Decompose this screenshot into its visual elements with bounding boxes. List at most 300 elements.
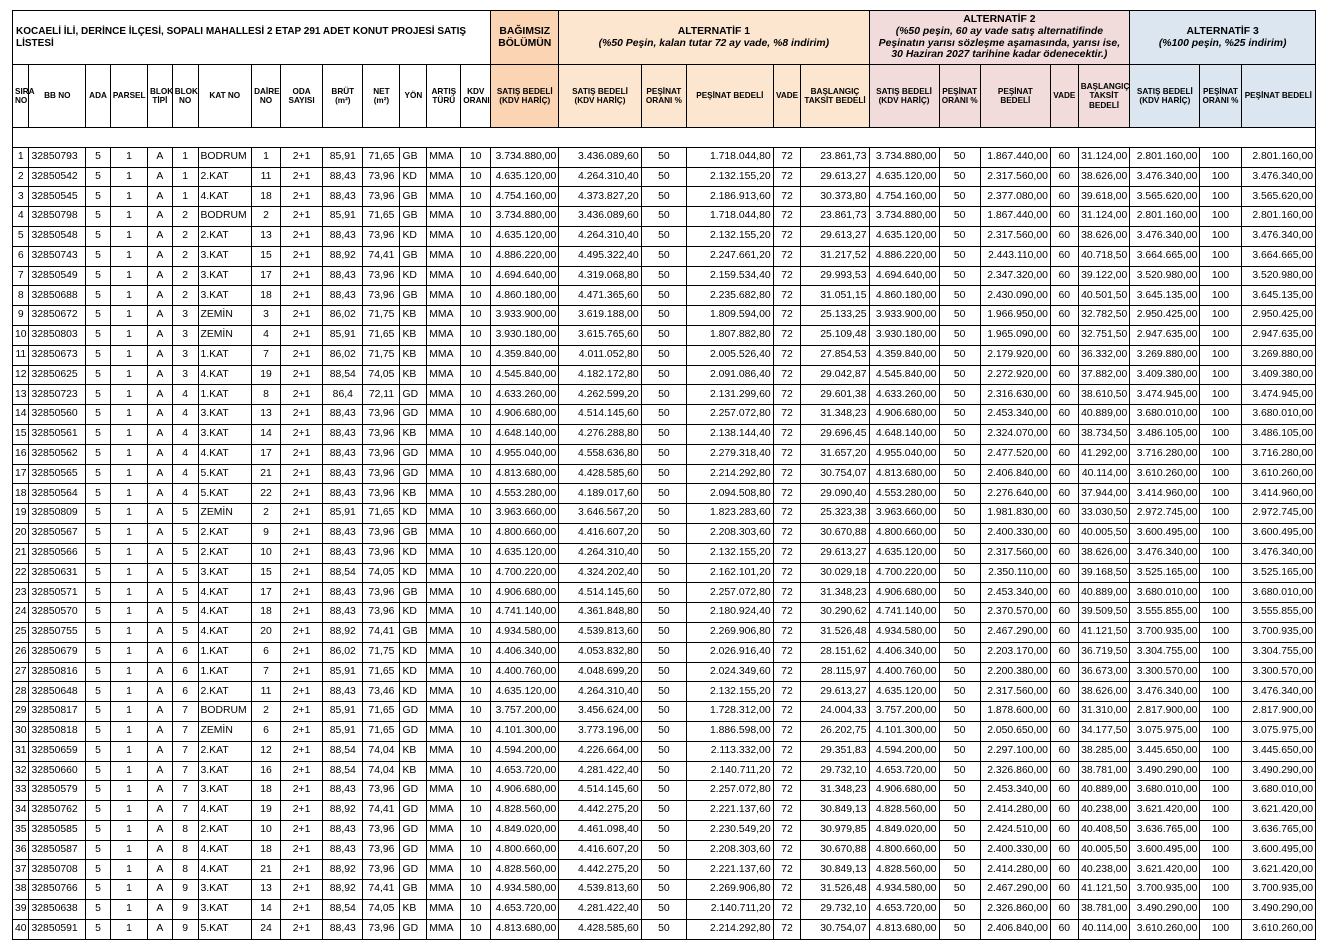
table-cell: 3.610.260,00	[1241, 919, 1315, 939]
table-cell: 71,65	[363, 702, 400, 722]
table-cell: 1	[110, 325, 147, 345]
table-cell: 50	[641, 543, 686, 563]
table-cell: 4.400.760,00	[491, 662, 559, 682]
table-cell: A	[148, 424, 173, 444]
table-cell: 4.800.660,00	[869, 523, 939, 543]
table-cell: 2.347.320,00	[980, 266, 1050, 286]
table-cell: 1	[110, 702, 147, 722]
table-cell: MMA	[427, 147, 461, 167]
table-cell: 3.734.880,00	[491, 207, 559, 227]
table-cell: 88,43	[323, 187, 363, 207]
table-cell: 5	[86, 444, 111, 464]
column-header: PEŞİNAT BEDELİ	[980, 65, 1050, 128]
table-cell: 100	[1200, 167, 1241, 187]
table-cell: 4.442.275,20	[559, 801, 641, 821]
table-cell: 3.734.880,00	[491, 147, 559, 167]
table-cell: 3.565.620,00	[1130, 187, 1200, 207]
table-cell: 3.600.495,00	[1241, 523, 1315, 543]
table-cell: 74,05	[363, 900, 400, 920]
table-cell: 29.613,27	[801, 226, 869, 246]
table-cell: 4	[172, 385, 198, 405]
table-cell: 4.428.585,60	[559, 464, 641, 484]
column-header: ODA SAYISI	[280, 65, 322, 128]
table-cell: 73,96	[363, 405, 400, 425]
table-cell: 1	[110, 385, 147, 405]
table-cell: 50	[939, 167, 980, 187]
table-cell: A	[148, 325, 173, 345]
table-cell: 3.269.880,00	[1130, 345, 1200, 365]
table-cell: MMA	[427, 781, 461, 801]
table-cell: 38.781,00	[1078, 900, 1130, 920]
table-cell: 39.122,00	[1078, 266, 1130, 286]
table-cell: 1	[110, 226, 147, 246]
table-cell: 7	[252, 345, 281, 365]
table-cell: 31.348,23	[801, 583, 869, 603]
table-cell: 32850585	[29, 820, 86, 840]
table-cell: 4.653.720,00	[491, 900, 559, 920]
table-cell: MMA	[427, 741, 461, 761]
table-cell: 4.700.220,00	[491, 563, 559, 583]
table-cell: 2	[172, 286, 198, 306]
table-cell: 2.453.340,00	[980, 405, 1050, 425]
table-cell: 4.813.680,00	[491, 464, 559, 484]
table-cell: 5	[86, 226, 111, 246]
table-cell: 5	[86, 266, 111, 286]
table-cell: 13	[252, 226, 281, 246]
table-cell: 23.861,73	[801, 147, 869, 167]
table-cell: 38.285,00	[1078, 741, 1130, 761]
table-row	[13, 781, 1316, 801]
table-row	[13, 761, 1316, 781]
table-cell: GD	[400, 860, 427, 880]
table-cell: 2.477.520,00	[980, 444, 1050, 464]
table-cell: 2+1	[280, 286, 322, 306]
table-cell: A	[148, 405, 173, 425]
table-cell: 5	[86, 781, 111, 801]
alt3-header	[1130, 11, 1316, 65]
table-cell: 5	[86, 860, 111, 880]
table-cell: 60	[1050, 880, 1078, 900]
table-cell: 10	[461, 603, 491, 623]
table-cell: 74,41	[363, 246, 400, 266]
table-cell: 4.635.120,00	[491, 167, 559, 187]
table-cell: 3.555.855,00	[1241, 603, 1315, 623]
table-cell: 5	[172, 622, 198, 642]
table-cell: 1	[110, 860, 147, 880]
table-cell: 32850567	[29, 523, 86, 543]
column-header: PARSEL	[110, 65, 147, 128]
table-cell: 50	[641, 761, 686, 781]
table-cell: 100	[1200, 662, 1241, 682]
table-cell: 2.406.840,00	[980, 464, 1050, 484]
table-cell: 32850723	[29, 385, 86, 405]
table-cell: 60	[1050, 306, 1078, 326]
table-row	[13, 226, 1316, 246]
table-cell: 3.645.135,00	[1130, 286, 1200, 306]
table-cell: 50	[641, 306, 686, 326]
table-cell: 41.121,50	[1078, 622, 1130, 642]
table-cell: 2.316.630,00	[980, 385, 1050, 405]
table-cell: 88,43	[323, 820, 363, 840]
table-cell: 100	[1200, 781, 1241, 801]
table-cell: 3.680.010,00	[1241, 405, 1315, 425]
table-cell: 3.700.935,00	[1241, 880, 1315, 900]
table-cell: 50	[939, 662, 980, 682]
table-cell: 1	[110, 583, 147, 603]
table-cell: 60	[1050, 761, 1078, 781]
table-cell: 6	[172, 682, 198, 702]
table-cell: 50	[939, 603, 980, 623]
table-cell: 73,96	[363, 187, 400, 207]
table-cell: 10	[461, 642, 491, 662]
table-cell: 9	[172, 900, 198, 920]
table-cell: 2+1	[280, 464, 322, 484]
table-cell: 40.005,50	[1078, 840, 1130, 860]
table-cell: 40.238,00	[1078, 801, 1130, 821]
table-cell: 50	[641, 919, 686, 939]
table-cell: 4	[172, 405, 198, 425]
table-cell: 4.361.848,80	[559, 603, 641, 623]
table-cell: 3.734.880,00	[869, 207, 939, 227]
table-cell: 38	[13, 880, 29, 900]
table-cell: 1	[110, 919, 147, 939]
table-cell: 4.514.145,60	[559, 583, 641, 603]
table-cell: 5	[86, 840, 111, 860]
table-cell: 72	[773, 860, 801, 880]
table-cell: 50	[641, 167, 686, 187]
table-cell: 88,43	[323, 682, 363, 702]
table-cell: 30.290,62	[801, 603, 869, 623]
table-cell: 100	[1200, 286, 1241, 306]
table-cell: 3.664.665,00	[1241, 246, 1315, 266]
table-cell: 29.601,38	[801, 385, 869, 405]
table-cell: 2+1	[280, 266, 322, 286]
table-cell: KB	[400, 306, 427, 326]
table-cell: 32850803	[29, 325, 86, 345]
table-cell: 3.933.900,00	[491, 306, 559, 326]
table-cell: 50	[939, 286, 980, 306]
table-cell: 100	[1200, 761, 1241, 781]
table-cell: 50	[939, 325, 980, 345]
table-cell: 2+1	[280, 880, 322, 900]
table-cell: 88,43	[323, 484, 363, 504]
table-cell: 32850631	[29, 563, 86, 583]
table-cell: 21	[252, 464, 281, 484]
table-cell: 100	[1200, 622, 1241, 642]
table-cell: 50	[641, 464, 686, 484]
table-cell: MMA	[427, 900, 461, 920]
table-cell: KD	[400, 563, 427, 583]
table-cell: 2.453.340,00	[980, 781, 1050, 801]
table-cell: 88,92	[323, 801, 363, 821]
table-row	[13, 405, 1316, 425]
table-cell: 4.281.422,40	[559, 900, 641, 920]
table-cell: 50	[939, 464, 980, 484]
table-cell: 18	[252, 840, 281, 860]
table-cell: 88,43	[323, 266, 363, 286]
table-cell: 3.600.495,00	[1130, 523, 1200, 543]
table-cell: 10	[13, 325, 29, 345]
table-cell: 32850648	[29, 682, 86, 702]
table-cell: 4.828.560,00	[491, 860, 559, 880]
table-cell: 10	[461, 682, 491, 702]
table-cell: 88,43	[323, 781, 363, 801]
table-cell: KD	[400, 266, 427, 286]
table-cell: ZEMİN	[198, 325, 252, 345]
table-cell: 72	[773, 365, 801, 385]
table-cell: MMA	[427, 622, 461, 642]
table-cell: 73,96	[363, 860, 400, 880]
table-cell: 5	[86, 246, 111, 266]
table-cell: 100	[1200, 543, 1241, 563]
table-cell: 2.269.906,80	[687, 622, 774, 642]
table-cell: A	[148, 801, 173, 821]
table-cell: KD	[400, 682, 427, 702]
table-cell: 32850560	[29, 405, 86, 425]
table-cell: GB	[400, 246, 427, 266]
table-cell: 34	[13, 801, 29, 821]
table-row	[13, 484, 1316, 504]
table-cell: 5	[86, 702, 111, 722]
table-cell: 2.132.155,20	[687, 226, 774, 246]
table-cell: 3.490.290,00	[1130, 761, 1200, 781]
table-cell: A	[148, 444, 173, 464]
table-cell: 4.800.660,00	[491, 840, 559, 860]
table-cell: 4.400.760,00	[869, 662, 939, 682]
table-cell: 4.226.664,00	[559, 741, 641, 761]
table-cell: 2.KAT	[198, 741, 252, 761]
table-cell: 72	[773, 246, 801, 266]
column-header: PEŞİNAT ORANI %	[641, 65, 686, 128]
table-cell: 5	[86, 345, 111, 365]
table-cell: 73,96	[363, 484, 400, 504]
table-cell: 32850673	[29, 345, 86, 365]
table-cell: 33.030,50	[1078, 504, 1130, 524]
table-cell: 8	[172, 820, 198, 840]
table-cell: MMA	[427, 207, 461, 227]
table-cell: 3.700.935,00	[1241, 622, 1315, 642]
table-cell: 5	[86, 325, 111, 345]
sheet-title: KOCAELİ İLİ, DERİNCE İLÇESİ, SOPALI MAHALLESİ 2 ETAP 291 ADET KONUT PROJESİ SATIŞ LİSTESİ	[13, 11, 491, 65]
table-cell: 26	[13, 642, 29, 662]
table-cell: 74,05	[363, 563, 400, 583]
table-row	[13, 721, 1316, 741]
table-cell: 2.230.549,20	[687, 820, 774, 840]
table-cell: GD	[400, 919, 427, 939]
bagimsiz-header: BAĞIMSIZ BÖLÜMÜN	[491, 11, 559, 65]
table-cell: 3.KAT	[198, 781, 252, 801]
table-cell: 2.430.090,00	[980, 286, 1050, 306]
table-cell: 4.906.680,00	[869, 405, 939, 425]
table-cell: 88,54	[323, 900, 363, 920]
table-cell: 1	[110, 207, 147, 227]
table-cell: 10	[461, 147, 491, 167]
table-cell: 32850548	[29, 226, 86, 246]
table-cell: GB	[400, 523, 427, 543]
table-cell: 2.801.160,00	[1130, 147, 1200, 167]
table-cell: 2.132.155,20	[687, 682, 774, 702]
table-cell: 1	[110, 662, 147, 682]
table-cell: 3.565.620,00	[1241, 187, 1315, 207]
table-cell: 4.800.660,00	[491, 523, 559, 543]
table-cell: 32850809	[29, 504, 86, 524]
table-cell: 50	[939, 444, 980, 464]
table-row	[13, 900, 1316, 920]
table-cell: 5	[86, 721, 111, 741]
table-cell: 2+1	[280, 919, 322, 939]
table-cell: 100	[1200, 385, 1241, 405]
table-cell: 1.966.950,00	[980, 306, 1050, 326]
table-cell: 24	[252, 919, 281, 939]
table-cell: 100	[1200, 801, 1241, 821]
table-cell: 24.004,33	[801, 702, 869, 722]
table-cell: 37.944,00	[1078, 484, 1130, 504]
table-cell: 7	[172, 781, 198, 801]
table-cell: 3.680.010,00	[1130, 405, 1200, 425]
table-cell: A	[148, 385, 173, 405]
table-cell: 2+1	[280, 622, 322, 642]
table-cell: 2.162.101,20	[687, 563, 774, 583]
table-cell: 32850762	[29, 801, 86, 821]
table-cell: 50	[939, 187, 980, 207]
table-cell: 4.934.580,00	[869, 880, 939, 900]
alt1-header	[559, 11, 869, 65]
table-cell: 50	[939, 622, 980, 642]
table-row	[13, 820, 1316, 840]
table-cell: 2+1	[280, 761, 322, 781]
table-cell: 4.828.560,00	[869, 860, 939, 880]
table-cell: 100	[1200, 266, 1241, 286]
table-cell: A	[148, 781, 173, 801]
table-cell: 60	[1050, 840, 1078, 860]
table-cell: 5	[86, 207, 111, 227]
table-row	[13, 801, 1316, 821]
table-cell: KD	[400, 543, 427, 563]
table-cell: 4.813.680,00	[869, 919, 939, 939]
table-cell: 20	[252, 622, 281, 642]
table-cell: 3.476.340,00	[1241, 543, 1315, 563]
table-cell: 2.269.906,80	[687, 880, 774, 900]
table-cell: 32850570	[29, 603, 86, 623]
table-cell: GD	[400, 702, 427, 722]
table-cell: 60	[1050, 325, 1078, 345]
table-cell: 72,11	[363, 385, 400, 405]
table-cell: 10	[461, 385, 491, 405]
table-cell: 29.993,53	[801, 266, 869, 286]
table-cell: 2.140.711,20	[687, 900, 774, 920]
table-cell: 4.461.098,40	[559, 820, 641, 840]
table-cell: 100	[1200, 365, 1241, 385]
alt3-subtitle: (%100 peşin, %25 indirim)	[1158, 37, 1287, 49]
table-cell: 5	[86, 919, 111, 939]
table-cell: 10	[461, 424, 491, 444]
table-cell: 4.264.310,40	[559, 682, 641, 702]
table-cell: 60	[1050, 523, 1078, 543]
table-cell: 50	[939, 761, 980, 781]
table-cell: 100	[1200, 325, 1241, 345]
table-cell: 3.KAT	[198, 246, 252, 266]
table-cell: 2.221.137,60	[687, 860, 774, 880]
table-cell: GD	[400, 801, 427, 821]
table-cell: 4.813.680,00	[869, 464, 939, 484]
table-cell: 39.618,00	[1078, 187, 1130, 207]
table-cell: A	[148, 504, 173, 524]
table-cell: 4.053.832,80	[559, 642, 641, 662]
table-cell: 2+1	[280, 741, 322, 761]
table-cell: 4	[172, 464, 198, 484]
table-cell: 2+1	[280, 523, 322, 543]
table-cell: 2+1	[280, 484, 322, 504]
table-cell: 2.443.110,00	[980, 246, 1050, 266]
table-cell: 72	[773, 464, 801, 484]
table-cell: 2.801.160,00	[1241, 207, 1315, 227]
table-cell: 38.734,50	[1078, 424, 1130, 444]
table-cell: 3.486.105,00	[1241, 424, 1315, 444]
column-header: BLOK NO	[172, 65, 198, 128]
table-cell: 3.300.570,00	[1130, 662, 1200, 682]
table-cell: 32850817	[29, 702, 86, 722]
table-cell: 100	[1200, 464, 1241, 484]
table-cell: 2.950.425,00	[1130, 306, 1200, 326]
table-cell: 71,65	[363, 504, 400, 524]
table-cell: 1	[110, 741, 147, 761]
table-cell: 30.670,88	[801, 840, 869, 860]
table-cell: 18	[252, 603, 281, 623]
table-cell: 2	[172, 246, 198, 266]
table-cell: 72	[773, 781, 801, 801]
table-cell: 50	[641, 424, 686, 444]
table-cell: 5	[86, 306, 111, 326]
table-cell: 1	[110, 603, 147, 623]
table-cell: 50	[939, 405, 980, 425]
table-cell: A	[148, 207, 173, 227]
table-cell: 2+1	[280, 662, 322, 682]
table-cell: 2+1	[280, 721, 322, 741]
table-cell: 23.861,73	[801, 207, 869, 227]
table-cell: 60	[1050, 365, 1078, 385]
table-cell: MMA	[427, 603, 461, 623]
table-cell: 8	[13, 286, 29, 306]
table-cell: 10	[461, 900, 491, 920]
table-cell: 50	[641, 860, 686, 880]
table-cell: 50	[939, 840, 980, 860]
table-row	[13, 424, 1316, 444]
table-cell: 9	[172, 880, 198, 900]
table-cell: 3.520.980,00	[1241, 266, 1315, 286]
table-cell: 7	[172, 761, 198, 781]
table-cell: 2.801.160,00	[1130, 207, 1200, 227]
table-cell: 3.476.340,00	[1130, 167, 1200, 187]
column-header: KAT NO	[198, 65, 252, 128]
table-cell: 50	[641, 246, 686, 266]
table-cell: 1	[110, 523, 147, 543]
table-cell: 3.680.010,00	[1241, 583, 1315, 603]
table-cell: 2.414.280,00	[980, 860, 1050, 880]
table-cell: 4.048.699,20	[559, 662, 641, 682]
table-cell: 73,96	[363, 781, 400, 801]
table-cell: 2.972.745,00	[1241, 504, 1315, 524]
table-cell: 73,96	[363, 266, 400, 286]
table-cell: 19	[13, 504, 29, 524]
table-cell: 3.610.260,00	[1241, 464, 1315, 484]
table-cell: 4.633.260,00	[869, 385, 939, 405]
table-cell: 2.247.661,20	[687, 246, 774, 266]
table-cell: 24	[13, 603, 29, 623]
table-cell: MMA	[427, 405, 461, 425]
table-cell: 60	[1050, 167, 1078, 187]
table-cell: 3.963.660,00	[491, 504, 559, 524]
table-cell: 4.101.300,00	[491, 721, 559, 741]
